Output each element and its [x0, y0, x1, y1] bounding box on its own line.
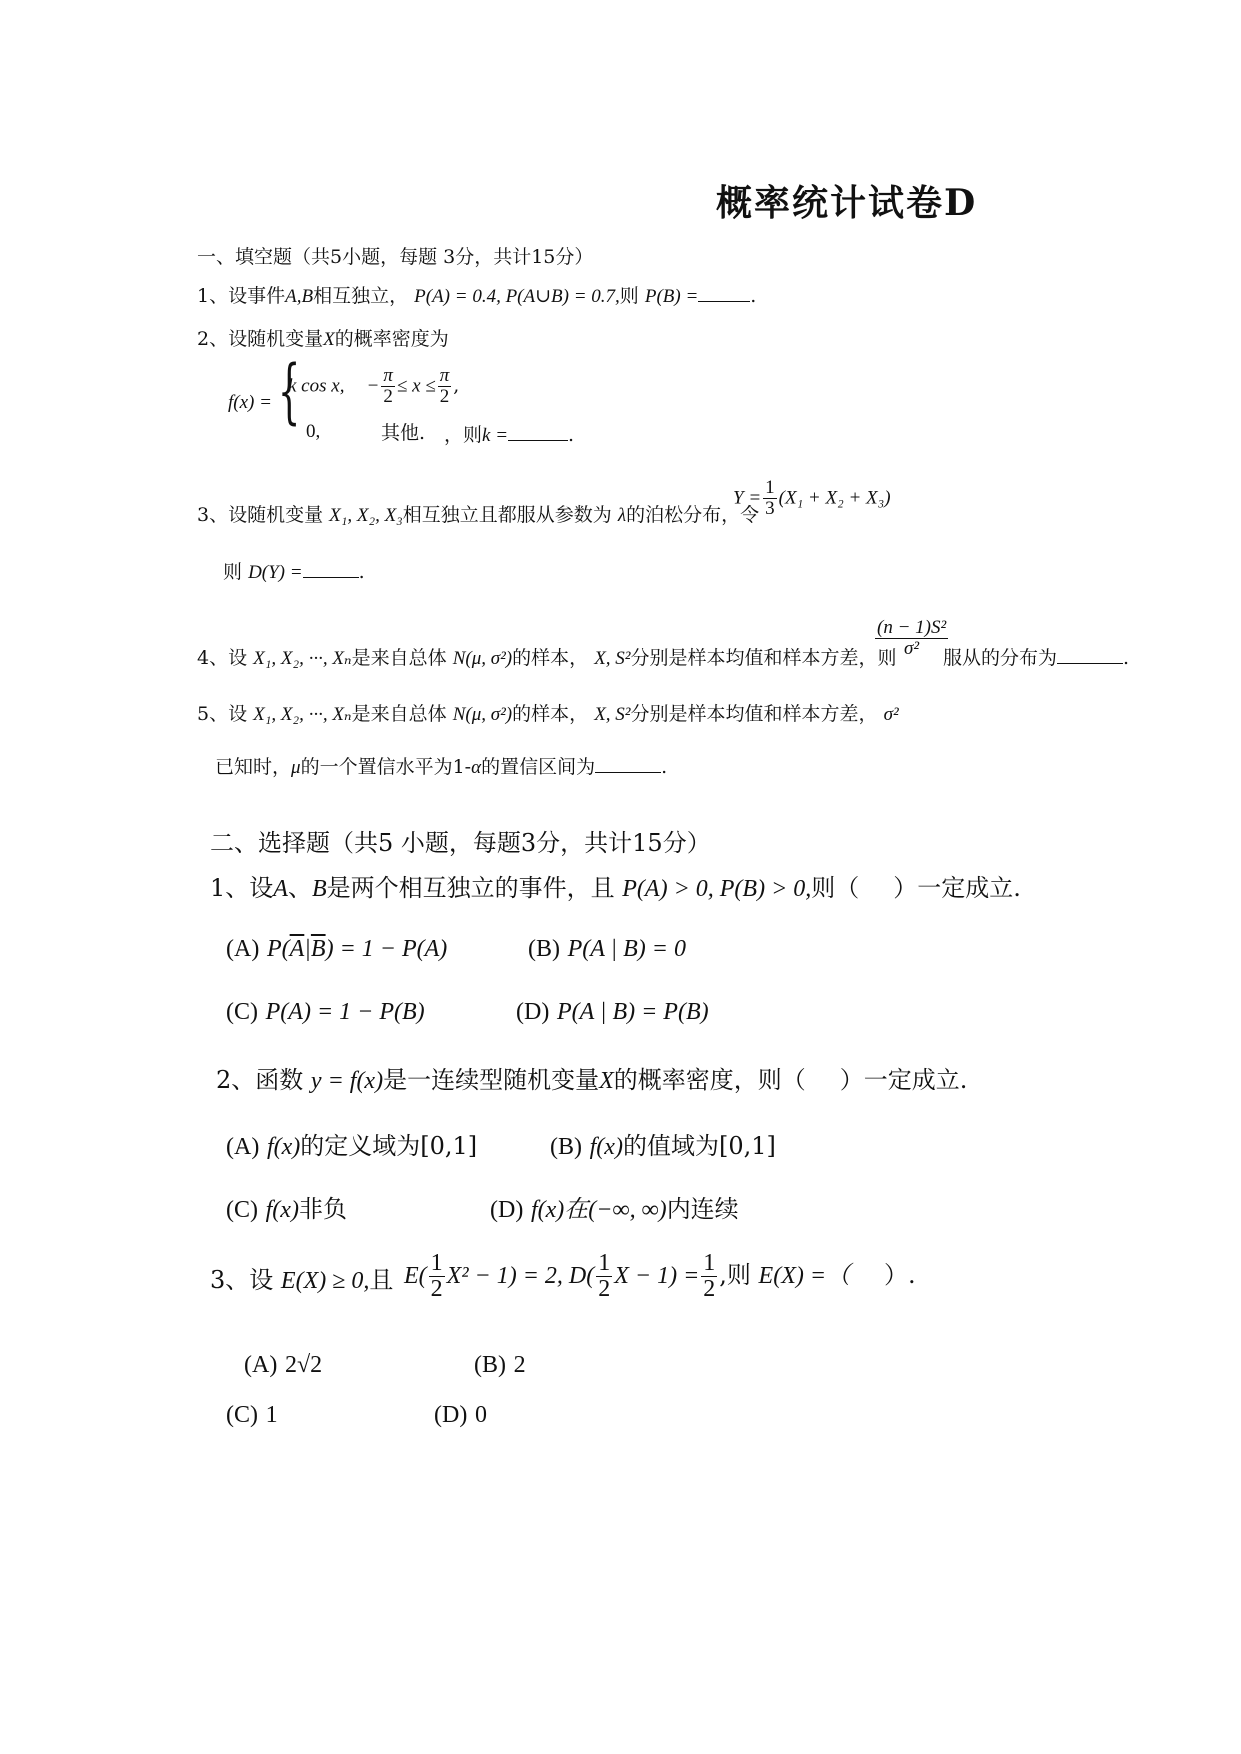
one-half: $\frac{1}{2}$ — [703, 1250, 716, 1303]
q-text: 分别是样本均值和样本方差，则 — [630, 647, 897, 669]
option-label: (B) — [550, 1134, 582, 1160]
option-label: (C) — [226, 1197, 258, 1223]
lambda: λ — [617, 505, 627, 526]
s2-q3-formula: E( $\frac{1}{2}$ X² − 1) = 2, D( $\frac{1}{2}$ X − 1) = $\frac{1}{2}$ ,则 E(X) =（ ）. — [404, 1250, 916, 1303]
option-label: (D) — [490, 1197, 524, 1223]
case1-minus: − — [366, 375, 380, 397]
s1-q5 — [197, 699, 899, 726]
q-number: 3、 — [197, 504, 229, 526]
s2-q1: 1、设A、B是两个相互独立的事件，且 P(A) > 0, P(B) > 0,则（ ）一定成立. — [210, 874, 1021, 902]
option-label: (C) — [226, 1402, 258, 1428]
s2-q1-option-a: (A) $P(\overline{A}|\overline{B}) = 1 - P(A)$ — [226, 936, 448, 962]
q-number: 5、 — [197, 703, 229, 725]
q-sample: X₁, X₂, ···, Xₙ — [253, 704, 352, 725]
one-half: $\frac{1}{2}$ — [430, 1250, 443, 1303]
q-text: 相互独立且都服从参数为 — [402, 504, 612, 526]
piecewise-case1: k cos x, − $\frac{\pi}{2}$ ≤ x ≤ $\frac{\pi}{2}$ , — [288, 365, 460, 407]
q-text: 的样本， — [512, 647, 589, 669]
s2-q1-option-d: (D) P(A | B) = P(B) — [516, 999, 709, 1025]
answer-blank — [508, 440, 568, 441]
s1-q1: 1、设事件A,B相互独立， P(A) = 0.4, P(A∪B) = 0.7,则 P(B) = . — [197, 285, 757, 307]
case2-cond: 其他. — [381, 422, 426, 444]
option-label: (A) — [244, 1352, 278, 1378]
option-label: (D) — [516, 999, 550, 1025]
q-ask: k = — [482, 425, 509, 446]
answer-blank — [303, 577, 359, 578]
s2-q3-option-a: (A) 2√2 — [244, 1352, 323, 1378]
mu: μ — [291, 757, 301, 778]
option-label: (C) — [226, 999, 258, 1025]
q-stats: X, S² — [594, 704, 631, 725]
s1-q4 — [197, 643, 897, 670]
q-number: 4、 — [197, 647, 229, 669]
s2-q2-option-d: (D) f(x)在(−∞, ∞)内连续 — [490, 1195, 739, 1223]
q-vars: A,B — [285, 286, 314, 307]
y-definition: Y = $\frac{1}{3}$ (X₁ + X₂ + X₃) — [733, 477, 891, 519]
q-formula: P(A) = 0.4, P(A∪B) = 0.7, — [414, 286, 620, 307]
s1-q3-line2: 则 D(Y) = . — [223, 561, 365, 583]
s2-q1-option-c: (C) P(A) = 1 − P(B) — [226, 999, 425, 1025]
piecewise-brace: { — [278, 350, 301, 432]
case1-expr: k cos x, — [288, 375, 345, 397]
option-label: (A) — [226, 936, 260, 962]
s1-q3 — [197, 500, 759, 527]
q-func: y = f(x) — [310, 1068, 384, 1094]
s2-q3: 3、设 E(X) ≥ 0,且 — [210, 1266, 394, 1294]
s1-q4-tail: 服从的分布为 . — [943, 647, 1130, 669]
q-text: 的泊松分布，令 — [626, 504, 760, 526]
section2-header: 二、选择题（共5 小题，每题3分，共计15分） — [210, 829, 711, 857]
q-text: 分别是样本均值和样本方差， — [630, 703, 878, 725]
one-third: $\frac{1}{3}$ — [765, 477, 775, 519]
q-text: 的样本， — [512, 703, 589, 725]
section1-header: 一、填空题（共5小题，每题 3分，共计15分） — [197, 246, 594, 268]
q-text: 是来自总体 — [351, 647, 447, 669]
answer-blank — [1057, 663, 1123, 664]
q-text: 则 — [619, 285, 639, 307]
s2-q2: 2、函数 y = f(x)是一连续型随机变量X的概率密度，则（ ）一定成立. — [216, 1066, 968, 1094]
s2-q3-option-d: (D) 0 — [434, 1402, 487, 1428]
option-label: (D) — [434, 1402, 468, 1428]
piecewise-case2 — [306, 420, 320, 443]
option-label: (A) — [226, 1134, 260, 1160]
q-vars: X₁, X₂, X₃ — [329, 505, 403, 526]
option-label: (B) — [474, 1352, 506, 1378]
s1-q2 — [197, 324, 449, 351]
q-text: 设随机变量 — [228, 504, 324, 526]
sigma: σ² — [883, 704, 899, 725]
q-ask: P(B) = — [644, 286, 699, 307]
one-half: $\frac{1}{2}$ — [598, 1250, 611, 1303]
q-cond: P(A) > 0, P(B) > 0, — [622, 876, 812, 902]
option-label: (B) — [528, 936, 560, 962]
q-text: 设 — [228, 703, 248, 725]
s2-q3-option-c: (C) 1 — [226, 1402, 278, 1428]
q-var: X — [323, 329, 335, 350]
case1-mid: ≤ x ≤ — [396, 375, 436, 397]
q-stats: X, S² — [594, 648, 631, 669]
pi-over-2: $\frac{\pi}{2}$ — [439, 365, 450, 407]
q-ask: D(Y) = — [248, 562, 303, 583]
s1-q2-tail: ，则k = . — [444, 424, 575, 446]
s1-q4-fraction: $\frac{\text{(n − 1)S²}}{\text{σ²}}$ — [877, 617, 947, 659]
s2-q2-option-c: (C) f(x)非负 — [226, 1195, 347, 1223]
s2-q3-option-b: (B) 2 — [474, 1352, 526, 1378]
s2-q1-option-b: (B) P(A | B) = 0 — [528, 936, 686, 962]
q-number: 2、 — [216, 1066, 256, 1094]
q-number: 1、 — [197, 285, 229, 307]
q-dist: N(μ, σ²) — [452, 704, 513, 725]
q-text: 的概率密度为 — [334, 328, 449, 350]
s1-q5-line2: 已知时，μ的一个置信水平为1-α的置信区间为 . — [215, 756, 668, 778]
answer-blank — [595, 772, 661, 773]
q-number: 2、 — [197, 328, 229, 350]
alpha: α — [471, 757, 482, 778]
answer-blank — [698, 301, 750, 302]
q-text: 设 — [228, 647, 248, 669]
q-sample: X₁, X₂, ···, Xₙ — [253, 648, 352, 669]
pi-over-2: $\frac{\pi}{2}$ — [383, 365, 393, 407]
exam-title: 概率统计试卷D — [716, 182, 978, 224]
pdf-lhs: f(x) = — [228, 392, 272, 413]
q-number: 1、 — [210, 874, 250, 902]
q-text: 是来自总体 — [351, 703, 447, 725]
q-text: 设事件 — [228, 285, 286, 307]
case2-expr: 0, — [306, 421, 321, 442]
s2-q2-option-a: (A) f(x)的定义域为[0,1] — [226, 1132, 478, 1160]
q-dist: N(μ, σ²) — [452, 648, 513, 669]
q-text: 相互独立， — [313, 285, 409, 307]
q-text: 设随机变量 — [228, 328, 324, 350]
q-number: 3、 — [210, 1266, 250, 1294]
s2-q2-option-b: (B) f(x)的值域为[0,1] — [550, 1132, 776, 1160]
